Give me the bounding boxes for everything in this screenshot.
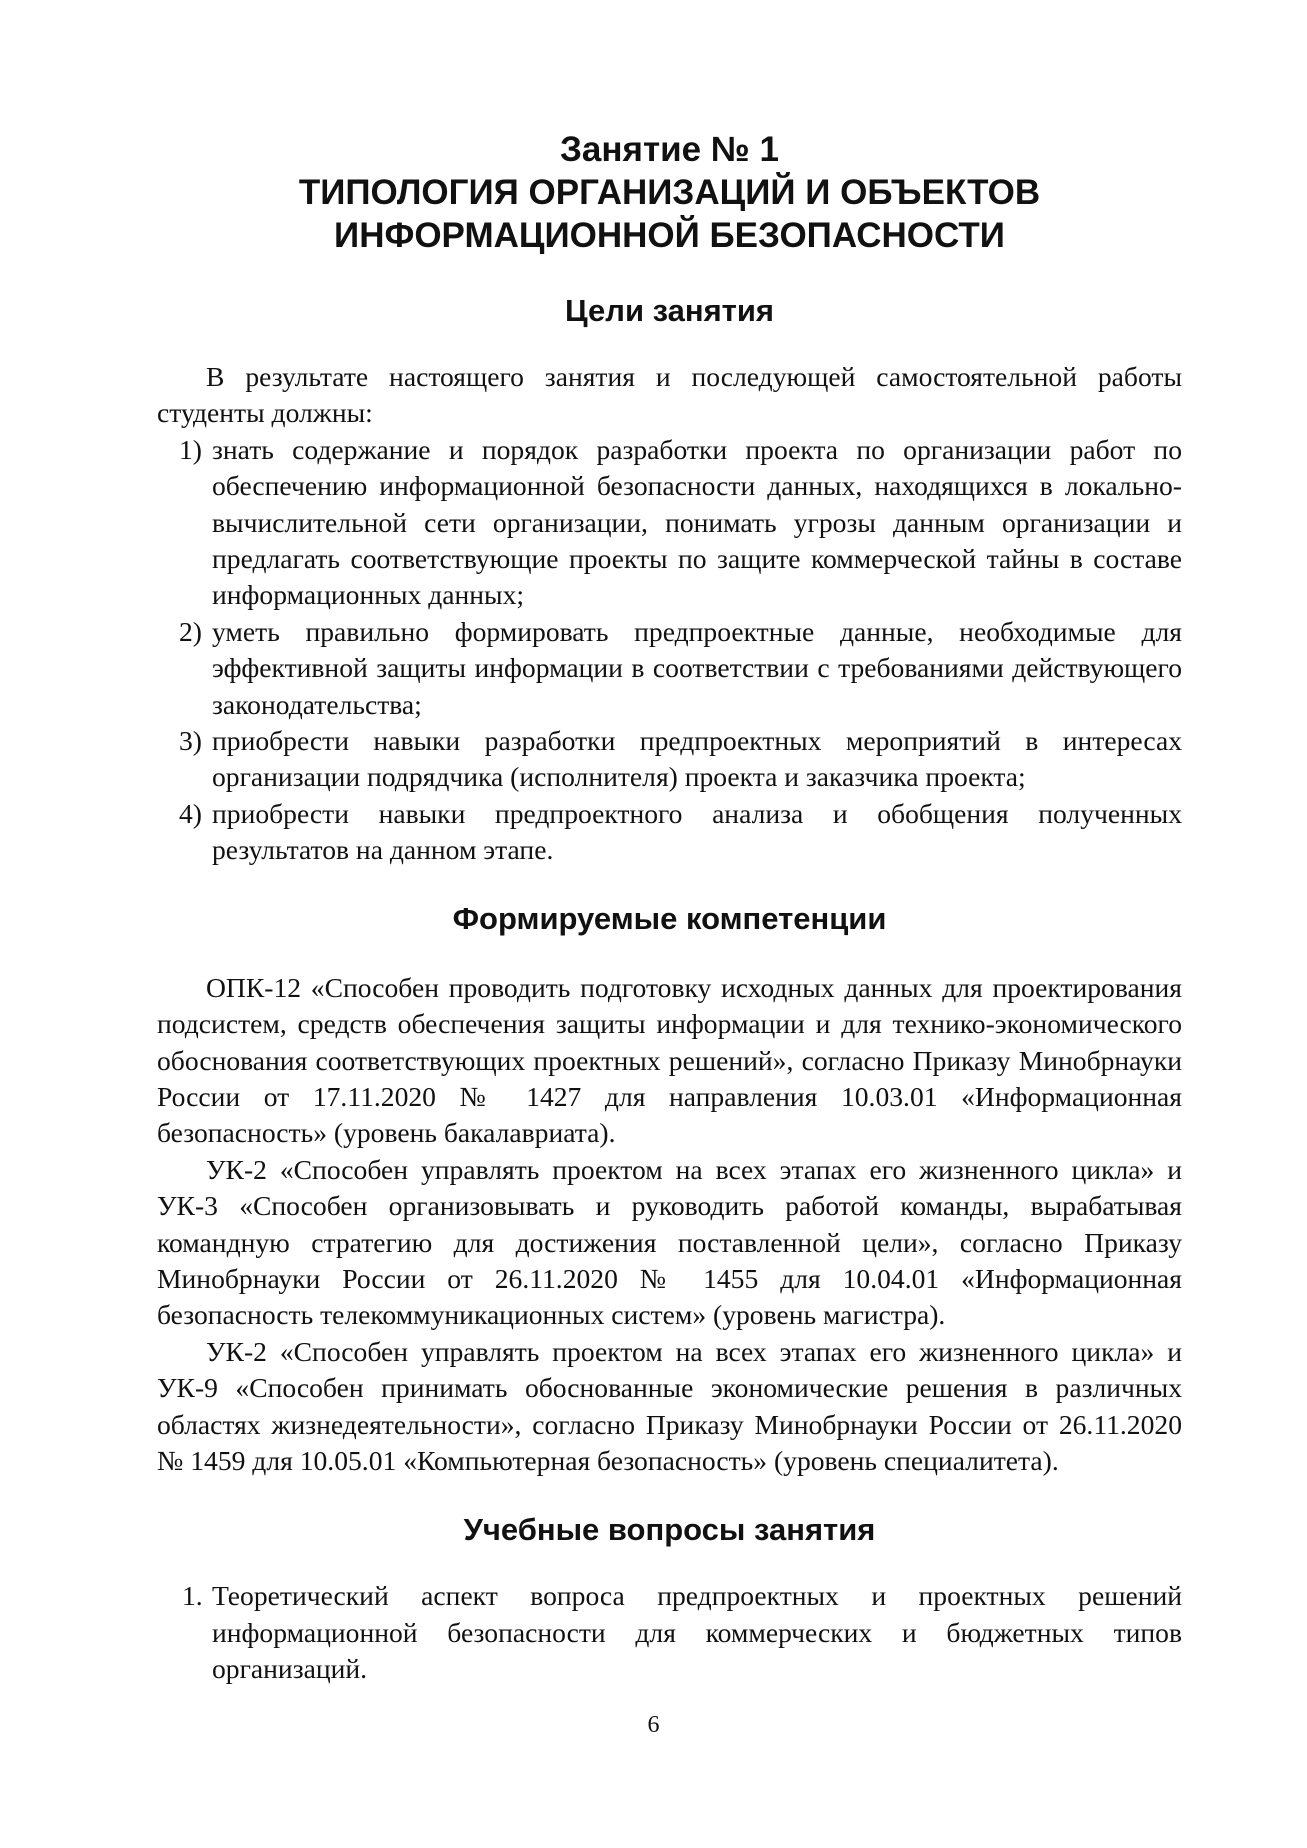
page-number: 6: [647, 1712, 660, 1738]
goal-number: 3): [179, 725, 202, 757]
goal-item-3: [179, 723, 1182, 796]
topic-title-line-1: ТИПОЛОГИЯ ОРГАНИЗАЦИЙ И ОБЪЕКТОВ: [298, 173, 1041, 212]
questions-list: [157, 1578, 1182, 1687]
competencies-heading: Формируемые компетенции: [452, 900, 887, 936]
question-number: 1.: [182, 1580, 203, 1612]
document-title: [157, 128, 1182, 257]
goal-item-2: [179, 614, 1182, 723]
competency-paragraph-2: УК-2 «Способен управлять проектом на всех этапах его жизненного цикла» и УК-3 «Способен организовывать и руководить работой команды, вырабатывая командную стратегию для достижения поставленной цели», согласно Приказу Минобрнауки России от 26.11.2020 № 1455 для 10.04.01 «Информационная безопасность телекоммуникационных систем» (уровень магистра).: [157, 1153, 1182, 1331]
question-text: Теоретический аспект вопроса предпроектных и проектных решений информационной безопасности для коммерческих и бюджетных типов организаций.: [212, 1580, 1182, 1685]
goal-text: приобрести навыки разработки предпроектных мероприятий в интересах организации подрядчика (исполнителя) проекта и заказчика проекта;: [212, 725, 1182, 793]
goals-list: [157, 432, 1182, 869]
goal-text: знать содержание и порядок разработки проекта по организации работ по обеспечению информационной безопасности данных, находящихся в локально-вычислительной сети организации, понимать угрозы данным организации и предлагать соответствующие проекты по защите коммерческой тайны в составе информационных данных;: [212, 433, 1182, 611]
goal-number: 2): [179, 615, 202, 647]
goal-text: уметь правильно формировать предпроектные данные, необходимые для эффективной защиты информации в соответствии с требованиями действующего законодательства;: [212, 615, 1182, 720]
goal-number: 4): [179, 797, 202, 829]
question-item-1: [182, 1578, 1182, 1687]
goal-number: 1): [179, 433, 202, 465]
topic-title-line-2: ИНФОРМАЦИОННОЙ БЕЗОПАСНОСТИ: [334, 216, 1005, 255]
goal-item-4: [179, 796, 1182, 869]
goals-intro: В результате настоящего занятия и последующей самостоятельной работы студенты должны:: [157, 361, 1182, 429]
competency-paragraph-3: УК-2 «Способен управлять проектом на всех этапах его жизненного цикла» и УК-9 «Способен принимать обоснованные экономические решения в различных областях жизнедеятельности», согласно Приказу Минобрнауки России от 26.11.2020 № 1459 для 10.05.01 «Компьютерная безопасность» (уровень специалитета).: [157, 1335, 1182, 1476]
goals-heading: Цели занятия: [564, 293, 774, 328]
competency-paragraph-1: ОПК-12 «Способен проводить подготовку исходных данных для проектирования подсистем, средств обеспечения защиты информации и для технико-экономического обоснования соответствующих проектных решений», согласно Приказу Минобрнауки России от 17.11.2020 № 1427 для направления 10.03.01 «Информационная безопасность» (уровень бакалавриата).: [157, 971, 1182, 1149]
goal-text: приобрести навыки предпроектного анализа и обобщения полученных результатов на данном этапе.: [212, 797, 1182, 866]
goal-item-1: [179, 432, 1182, 614]
lesson-title: Занятие № 1: [559, 130, 779, 169]
questions-heading: Учебные вопросы занятия: [463, 1512, 876, 1548]
